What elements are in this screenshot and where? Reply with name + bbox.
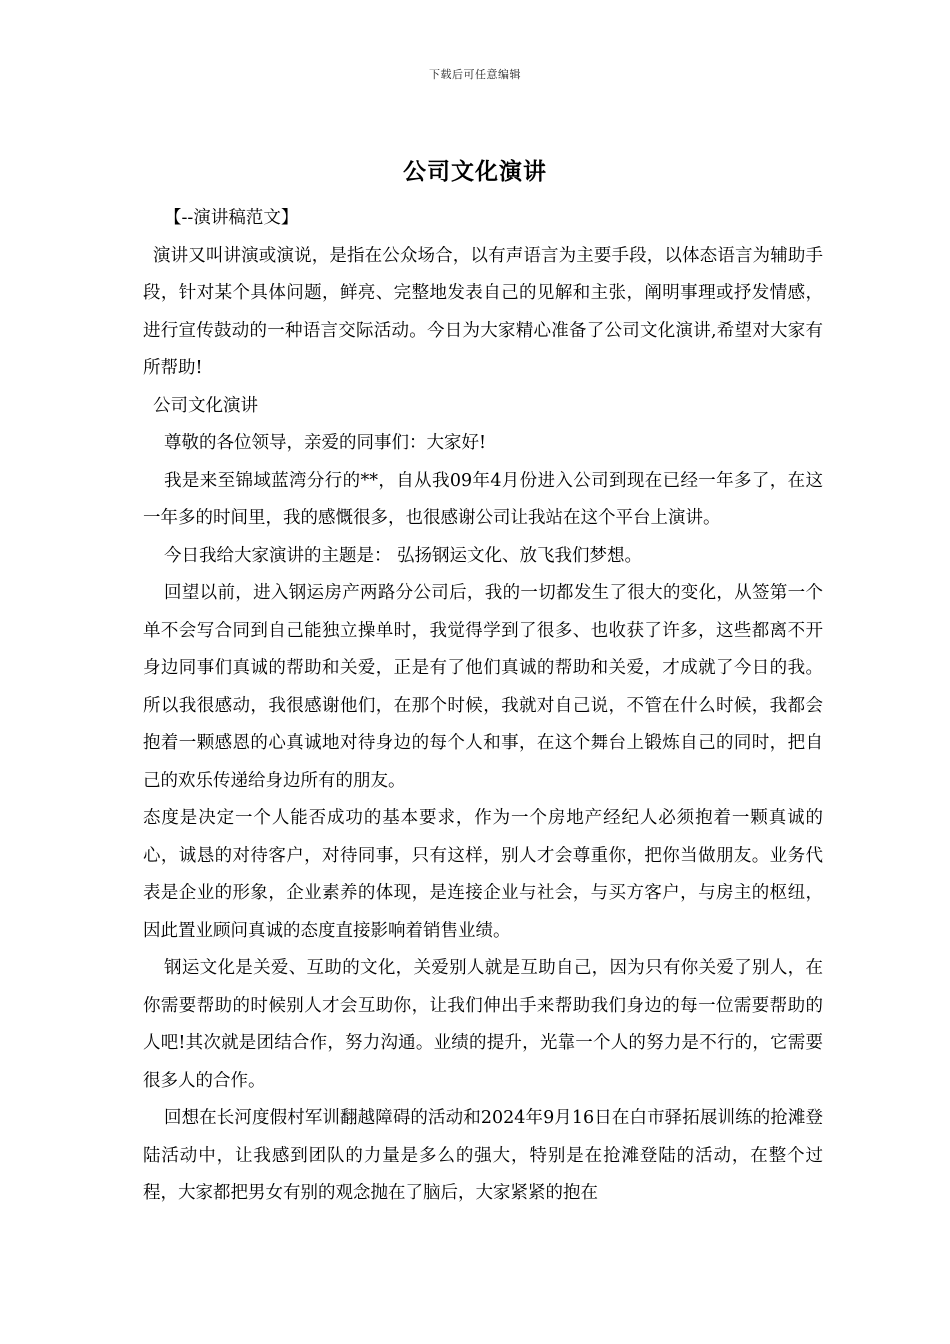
body-paragraph: 今日我给大家演讲的主题是： 弘扬钢运文化、放飞我们梦想。 [164,545,643,566]
page-header-note: 下载后可任意编辑 [429,68,521,81]
body-paragraph: 公司文化演讲 [153,395,258,416]
body-paragraph: 回想在长河度假村军训翻越障碍的活动和2024年9月16日在白市驿拓展训练的抢滩登陆活动中，让我感到团队的力量是多么的强大，特别是在抢滩登陆的活动，在整个过程，大家都把男女有别的观念抛在了脑后，大家紧紧的抱在 [143,1108,823,1203]
body-paragraph: 我是来至锦域蓝湾分行的**，自从我09年4月份进入公司到现在已经一年多了，在这一年多的时间里，我的感慨很多，也很感谢公司让我站在这个平台上演讲。 [143,470,823,528]
body-paragraph: 演讲又叫讲演或演说，是指在公众场合，以有声语言为主要手段，以体态语言为辅助手段，针对某个具体问题，鲜亮、完整地发表自己的见解和主张，阐明事理或抒发情感，进行宣传鼓动的一种语言交际活动。今日为大家精心准备了公司文化演讲,希望对大家有所帮助! [143,245,823,378]
body-paragraph: 回望以前，进入钢运房产两路分公司后，我的一切都发生了很大的变化，从签第一个单不会写合同到自己能独立操单时，我觉得学到了很多、也收获了许多，这些都离不开身边同事们真诚的帮助和关爱，正是有了他们真诚的帮助和关爱，才成就了今日的我。所以我很感动，我很感谢他们，在那个时候，我就对自己说，不管在什么时候，我都会抱着一颗感恩的心真诚地对待身边的每个人和事，在这个舞台上锻炼自己的同时，把自己的欢乐传递给身边所有的朋友。 [143,583,823,791]
body-paragraph: 尊敬的各位领导，亲爱的同事们：大家好! [164,433,487,453]
document-body [143,200,823,1213]
document-tag: 【--演讲稿范文】 [164,208,299,228]
body-paragraph: 钢运文化是关爱、互助的文化，关爱别人就是互助自己，因为只有你关爱了别人，在你需要帮助的时候别人才会互助你，让我们伸出手来帮助我们身边的每一位需要帮助的人吧!其次就是团结合作，努力沟通。业绩的提升，光靠一个人的努力是不行的，它需要很多人的合作。 [143,958,823,1091]
body-paragraph: 态度是决定一个人能否成功的基本要求，作为一个房地产经纪人必须抱着一颗真诚的心，诚恳的对待客户，对待同事，只有这样，别人才会尊重你，把你当做朋友。业务代表是企业的形象，企业素养的体现，是连接企业与社会，与买方客户，与房主的枢纽，因此置业顾问真诚的态度直接影响着销售业绩。 [143,808,823,941]
document-title: 公司文化演讲 [403,158,547,185]
